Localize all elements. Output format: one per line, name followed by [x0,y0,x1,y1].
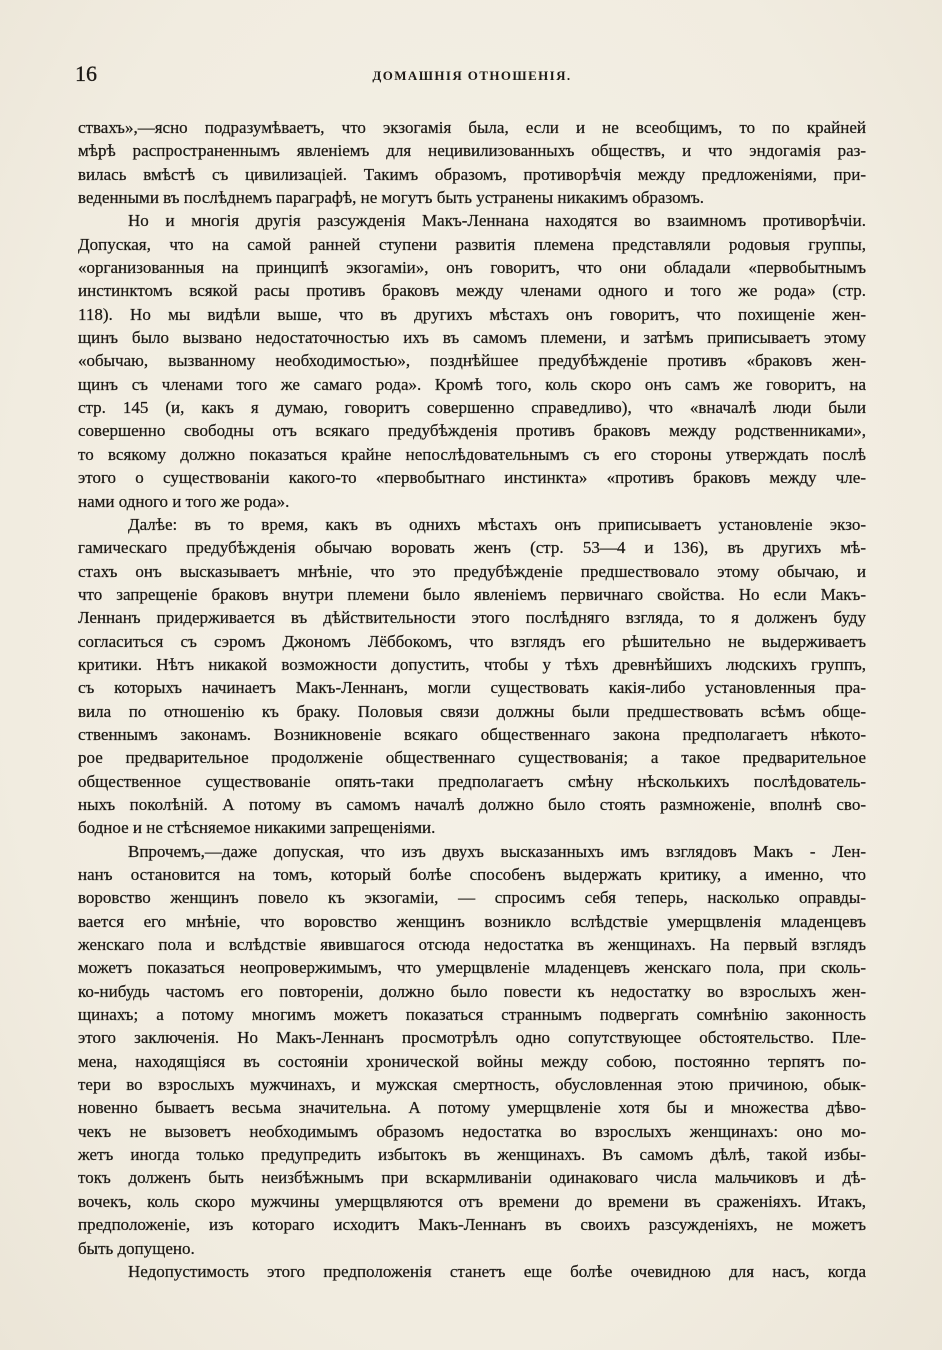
text-line: стахъ онъ высказываетъ мнѣніе, что это предубѣжденіе предшествовало этому обычаю, и [78,561,866,581]
text-line: съ которыхъ начинаетъ Макъ-Леннанъ, могли существовать какія-либо установленныя пра- [78,678,866,698]
text-line: совершенно свободны отъ всякаго предубѣжденія противъ браковъ между родственниками», [78,421,866,441]
text-line: согласиться съ сэромъ Джономъ Лёббокомъ, что взглядъ его рѣшительно не выдерживаетъ [78,631,866,651]
text-line: щинъ было вызвано недостаточностью ихъ въ самомъ племени, и затѣмъ приписываетъ этому [78,328,866,348]
text-line: этого о существованіи какого-то «первобытнаго инстинкта» «противъ браковъ между чле- [78,468,866,488]
text-line: Но и многія другія разсужденія Макъ-Леннана находятся во взаимномъ противорѣчіи. [128,211,866,231]
text-line: то всякому должно показаться крайне непослѣдовательнымъ съ его стороны утверждать послѣ [78,444,866,464]
text-line: мѣрѣ распространеннымъ явленіемъ для нецивилизованныхъ обществъ, и что эндогамія раз- [78,141,866,161]
text-line: женскаго пола и вслѣдствіе явившагося отсюда недостатка въ женщинахъ. На первый взглядъ [78,935,866,955]
text-line: «организованныя на принципѣ экзогаміи», онъ говоритъ, что они обладали «первобытнымъ [78,258,866,278]
text-line: рое предварительное продолженіе общественнаго существованія; а такое предварительное [78,748,866,768]
text-line: Леннанъ придерживается въ дѣйствительности этого послѣдняго взгляда, то я долженъ буду [78,608,866,628]
text-line: ко-нибудь частомъ его повтореніи, должно было повести къ недостатку во взрослыхъ жен- [78,981,866,1001]
text-line: «обычаю, вызванному необходимостью», позднѣйшее предубѣжденіе противъ «браковъ жен- [78,351,866,371]
text-line: щинъ съ членами того же самаго рода». Кромѣ того, коль скоро онъ самъ же говоритъ, на [78,374,866,394]
text-line: предположеніе, изъ котораго исходитъ Макъ-Леннанъ въ своихъ разсужденіяхъ, не можетъ [78,1215,866,1235]
text-line: Недопустимость этого предположенія станетъ еще болѣе очевидною для насъ, когда [128,1261,866,1281]
text-line: веденными въ послѣднемъ параграфѣ, не могутъ быть устранены никакимъ образомъ. [78,188,705,208]
text-line: чекъ не вызоветъ необходимымъ образомъ недостатка во взрослыхъ женщинахъ: оно мо- [78,1121,866,1141]
text-line: вила по отношенію къ браку. Половыя связи должны были предшествовать всѣмъ обще- [78,701,866,721]
text-line: этого заключенія. Но Макъ-Леннанъ просмотрѣлъ одно сопутствующее обстоятельство. Пле- [78,1028,866,1048]
text-line: щинахъ; а потому многимъ можетъ показаться страннымъ подвергать сомнѣнію законность [78,1005,866,1025]
text-line: ствахъ»,—ясно подразумѣваетъ, что экзогамія была, если и не всеобщимъ, то по крайней [78,118,866,137]
paragraph [78,209,866,512]
text-line: что запрещеніе браковъ внутри племени было явленіемъ первичнаго свойства. Но если Макъ- [78,584,866,604]
text-line: критики. Нѣтъ никакой возможности допустить, чтобы у тѣхъ древнѣйшихъ людскихъ группъ, [78,654,866,674]
text-line: тери во взрослыхъ мужчинахъ, и мужская смертность, обусловленная этою причиною, обык- [78,1075,866,1095]
text-line: вается его мнѣніе, что воровство женщинъ возникло вслѣдствіе умерщвленія младенцевъ [78,911,866,931]
text-line: Далѣе: въ то время, какъ въ однихъ мѣстахъ онъ приписываетъ установленіе экзо- [128,514,866,534]
text-line: новенно бываетъ весьма значительна. А потому умерщвленіе хотя бы и множества дѣво- [78,1098,866,1118]
paragraph [78,513,866,840]
body-text [78,116,866,1283]
paragraph [78,840,866,1260]
text-line: нами одного и того же рода». [78,491,290,511]
text-line: ственнымъ законамъ. Возникновеніе всякаго общественнаго закона предполагаетъ нѣкото- [78,724,866,744]
text-line: вилась вмѣстѣ съ цивилизаціей. Такимъ образомъ, противорѣчія между предложеніями, при- [78,164,866,184]
text-line: вочекъ, коль скоро мужчины умерщвляются отъ времени до времени въ сраженіяхъ. Итакъ, [78,1191,866,1211]
text-line: инстинктомъ всякой расы противъ браковъ между членами одного и того же рода» (стр. [78,281,866,301]
text-line: Допуская, что на самой ранней ступени развитія племена представляли родовыя группы, [78,234,866,254]
running-title: ДОМАШНІЯ ОТНОШЕНІЯ. [372,68,572,83]
text-line: быть допущено. [78,1238,195,1258]
text-line: воровство женщинъ повело къ экзогаміи, — спросимъ себя теперь, насколько оправды- [78,888,866,908]
text-line: жетъ иногда только предупредить избытокъ въ женщинахъ. Въ самомъ дѣлѣ, такой избы- [78,1145,866,1165]
page-number: 16 [75,61,97,86]
text-line: можетъ показаться неопровержимымъ, что умерщвленіе младенцевъ женскаго пола, при сколь- [78,958,866,978]
text-line: Впрочемъ,—даже допуская, что изъ двухъ высказанныхъ имъ взглядовъ Макъ - Лен- [128,841,866,861]
paragraph [78,116,866,209]
text-line: бодное и не стѣсняемое никакими запрещеніями. [78,818,436,838]
text-line: стр. 145 (и, какъ я думаю, говоритъ совершенно справедливо), что «вначалѣ люди были [78,398,866,418]
text-line: 118). Но мы видѣли выше, что въ другихъ мѣстахъ онъ говоритъ, что похищеніе жен- [78,304,866,324]
text-line: нанъ остановится на томъ, который болѣе способенъ выдержать критику, а именно, что [78,865,866,884]
text-line: гамическаго предубѣжденія обычаю воровать женъ (стр. 53—4 и 136), въ другихъ мѣ- [78,538,866,558]
paragraph [78,1260,866,1283]
text-line: ныхъ поколѣній. А потому въ самомъ началѣ должно было стоять размноженіе, вполнѣ сво- [78,794,866,814]
text-line: общественное существованіе опять-таки предполагаетъ смѣну нѣсколькихъ послѣдователь- [78,771,866,791]
text-line: токъ долженъ быть неизбѣжнымъ при вскармливаніи одинаковаго числа мальчиковъ и дѣ- [78,1168,866,1188]
text-line: мена, находящіяся въ состояніи хронической войны между собою, постоянно терпятъ по- [78,1051,866,1071]
